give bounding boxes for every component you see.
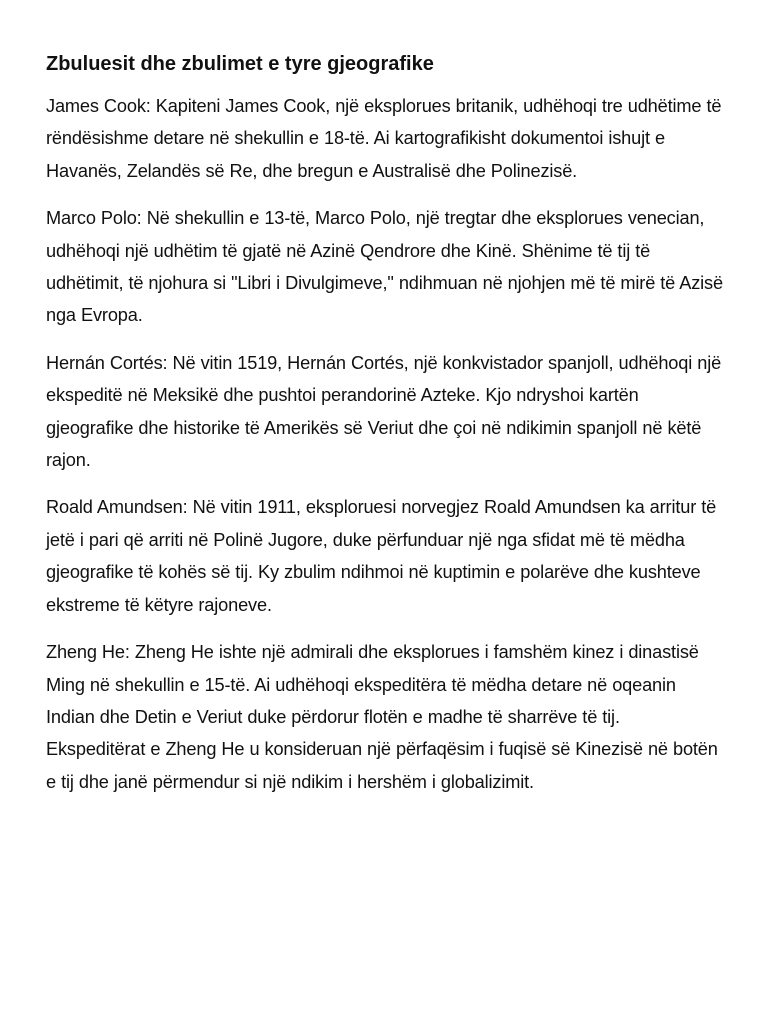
paragraph-marco-polo: Marco Polo: Në shekullin e 13-të, Marco Polo, një tregtar dhe eksplorues venecian, udhëhoqi një udhëtim të gjatë në Azinë Qendrore dhe Kinë. Shënime të tij të udhëtimit, të njohura si "Libri i Divulgimeve," ndihmuan në njohjen më të mirë të Azisë nga Evropa. <box>46 208 723 326</box>
document-title: Zbuluesit dhe zbulimet e tyre gjeografike <box>46 53 434 75</box>
paragraph-james-cook: James Cook: Kapiteni James Cook, një eksplorues britanik, udhëhoqi tre udhëtime të rëndësishme detare në shekullin e 18-të. Ai kartografikisht dokumentoi ishujt e Havanës, Zelandës së Re, dhe bregun e Australisë dhe Polinezisë. <box>46 96 722 181</box>
paragraph-zheng-he: Zheng He: Zheng He ishte një admirali dhe eksplorues i famshëm kinez i dinastisë Ming në shekullin e 15-të. Ai udhëhoqi ekspeditëra të mëdha detare në oqeanin Indian dhe Detin e Veriut duke përdorur flotën e madhe të sharrëve të tij. Ekspeditërat e Zheng He u konsideruan një përfaqësim i fuqisë së Kinezisë në botën e tij dhe janë përmendur si një ndikim i hershëm i globalizimit. <box>46 642 718 792</box>
paragraph-hernan-cortes: Hernán Cortés: Në vitin 1519, Hernán Cortés, një konkvistador spanjoll, udhëhoqi një ekspeditë në Meksikë dhe pushtoi perandorinë Azteke. Kjo ndryshoi kartën gjeografike dhe historike të Amerikës së Veriut dhe çoi në ndikimin spanjoll në këtë rajon. <box>46 352 722 471</box>
document-page <box>46 50 724 813</box>
paragraph-roald-amundsen: Roald Amundsen: Në vitin 1911, eksploruesi norvegjez Roald Amundsen ka arritur të jetë i pari që arriti në Polinë Jugore, duke përfunduar një nga sfidat më të mëdha gjeografike të kohës së tij. Ky zbulim ndihmoi në kuptimin e polarëve dhe kushteve ekstreme të këtyre rajoneve. <box>46 497 717 615</box>
